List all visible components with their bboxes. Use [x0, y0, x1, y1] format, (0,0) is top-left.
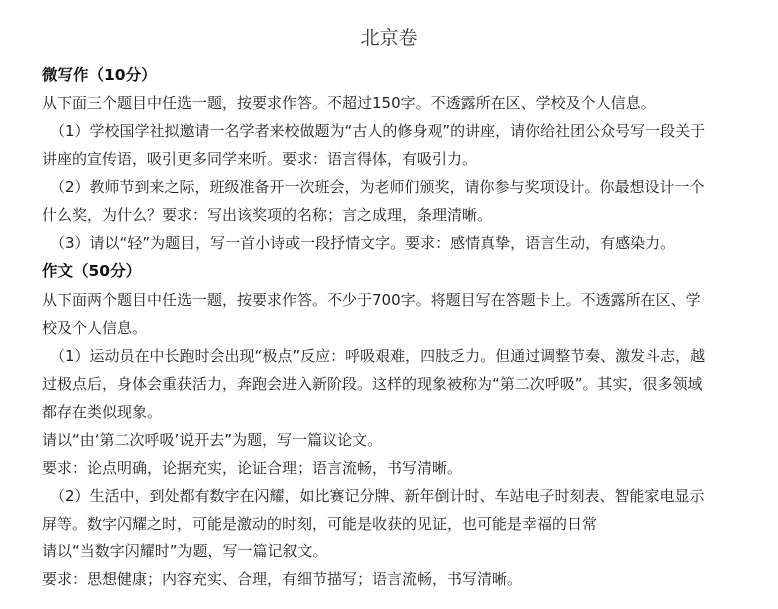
page-title: 北京卷	[360, 27, 418, 49]
text-fade-overlay	[628, 512, 678, 536]
essay-heading: 作文（50分）	[42, 262, 142, 280]
essay-q2-requirements: 要求：思想健康；内容充实、合理，有细节描写；语言流畅，书写清晰。	[42, 570, 523, 588]
micro-writing-q2-line1: （2）教师节到来之际，班级准备开一次班会，为老师们颁奖，请你参与奖项设计。你最想设计一个	[50, 178, 705, 196]
micro-writing-q1-line2: 讲座的宣传语，吸引更多同学来听。要求：语言得体，有吸引力。	[42, 150, 478, 168]
essay-intro-line1: 从下面两个题目中任选一题，按要求作答。不少于700字。将题目写在答题卡上。不透露所在区、学	[42, 291, 701, 309]
essay-q1-line3: 都存在类似现象。	[42, 403, 163, 421]
micro-writing-heading: 微写作（10分）	[42, 66, 157, 84]
essay-q1-line1: （1）运动员在中长跑时会出现“极点”反应：呼吸艰难，四肢乏力。但通过调整节奏、激发斗志，越	[50, 347, 706, 365]
micro-writing-intro: 从下面三个题目中任选一题，按要求作答。不超过150字。不透露所在区、学校及个人信息。	[42, 94, 656, 112]
micro-writing-q1-line1: （1）学校国学社拟邀请一名学者来校做题为“古人的修身观”的讲座，请你给社团公众号写一段关于	[50, 122, 706, 140]
essay-q2-prompt: 请以“当数字闪耀时”为题，写一篇记叙文。	[42, 542, 328, 560]
essay-intro-line2: 校及个人信息。	[42, 319, 148, 337]
essay-q1-prompt: 请以“由‘第二次呼吸’说开去”为题，写一篇议论文。	[42, 431, 383, 449]
micro-writing-q3-line1: （3）请以“轻”为题目，写一首小诗或一段抒情文字。要求：感情真挚，语言生动，有感染力。	[50, 234, 676, 252]
micro-writing-q2-line2: 什么奖，为什么？要求：写出该奖项的名称；言之成理，条理清晰。	[42, 206, 493, 224]
essay-q1-requirements: 要求：论点明确，论据充实，论证合理；语言流畅，书写清晰。	[42, 459, 463, 477]
essay-q2-line2: 屏等。数字闪耀之时，可能是激动的时刻，可能是收获的见证，也可能是幸福的日常	[42, 515, 598, 533]
essay-q2-line1: （2）生活中，到处都有数字在闪耀，如比赛记分牌、新年倒计时、车站电子时刻表、智能家电显示	[50, 487, 705, 505]
essay-q1-line2: 过极点后，身体会重获活力，奔跑会进入新阶段。这样的现象被称为“第二次呼吸”。其实，很多领域	[42, 375, 703, 393]
